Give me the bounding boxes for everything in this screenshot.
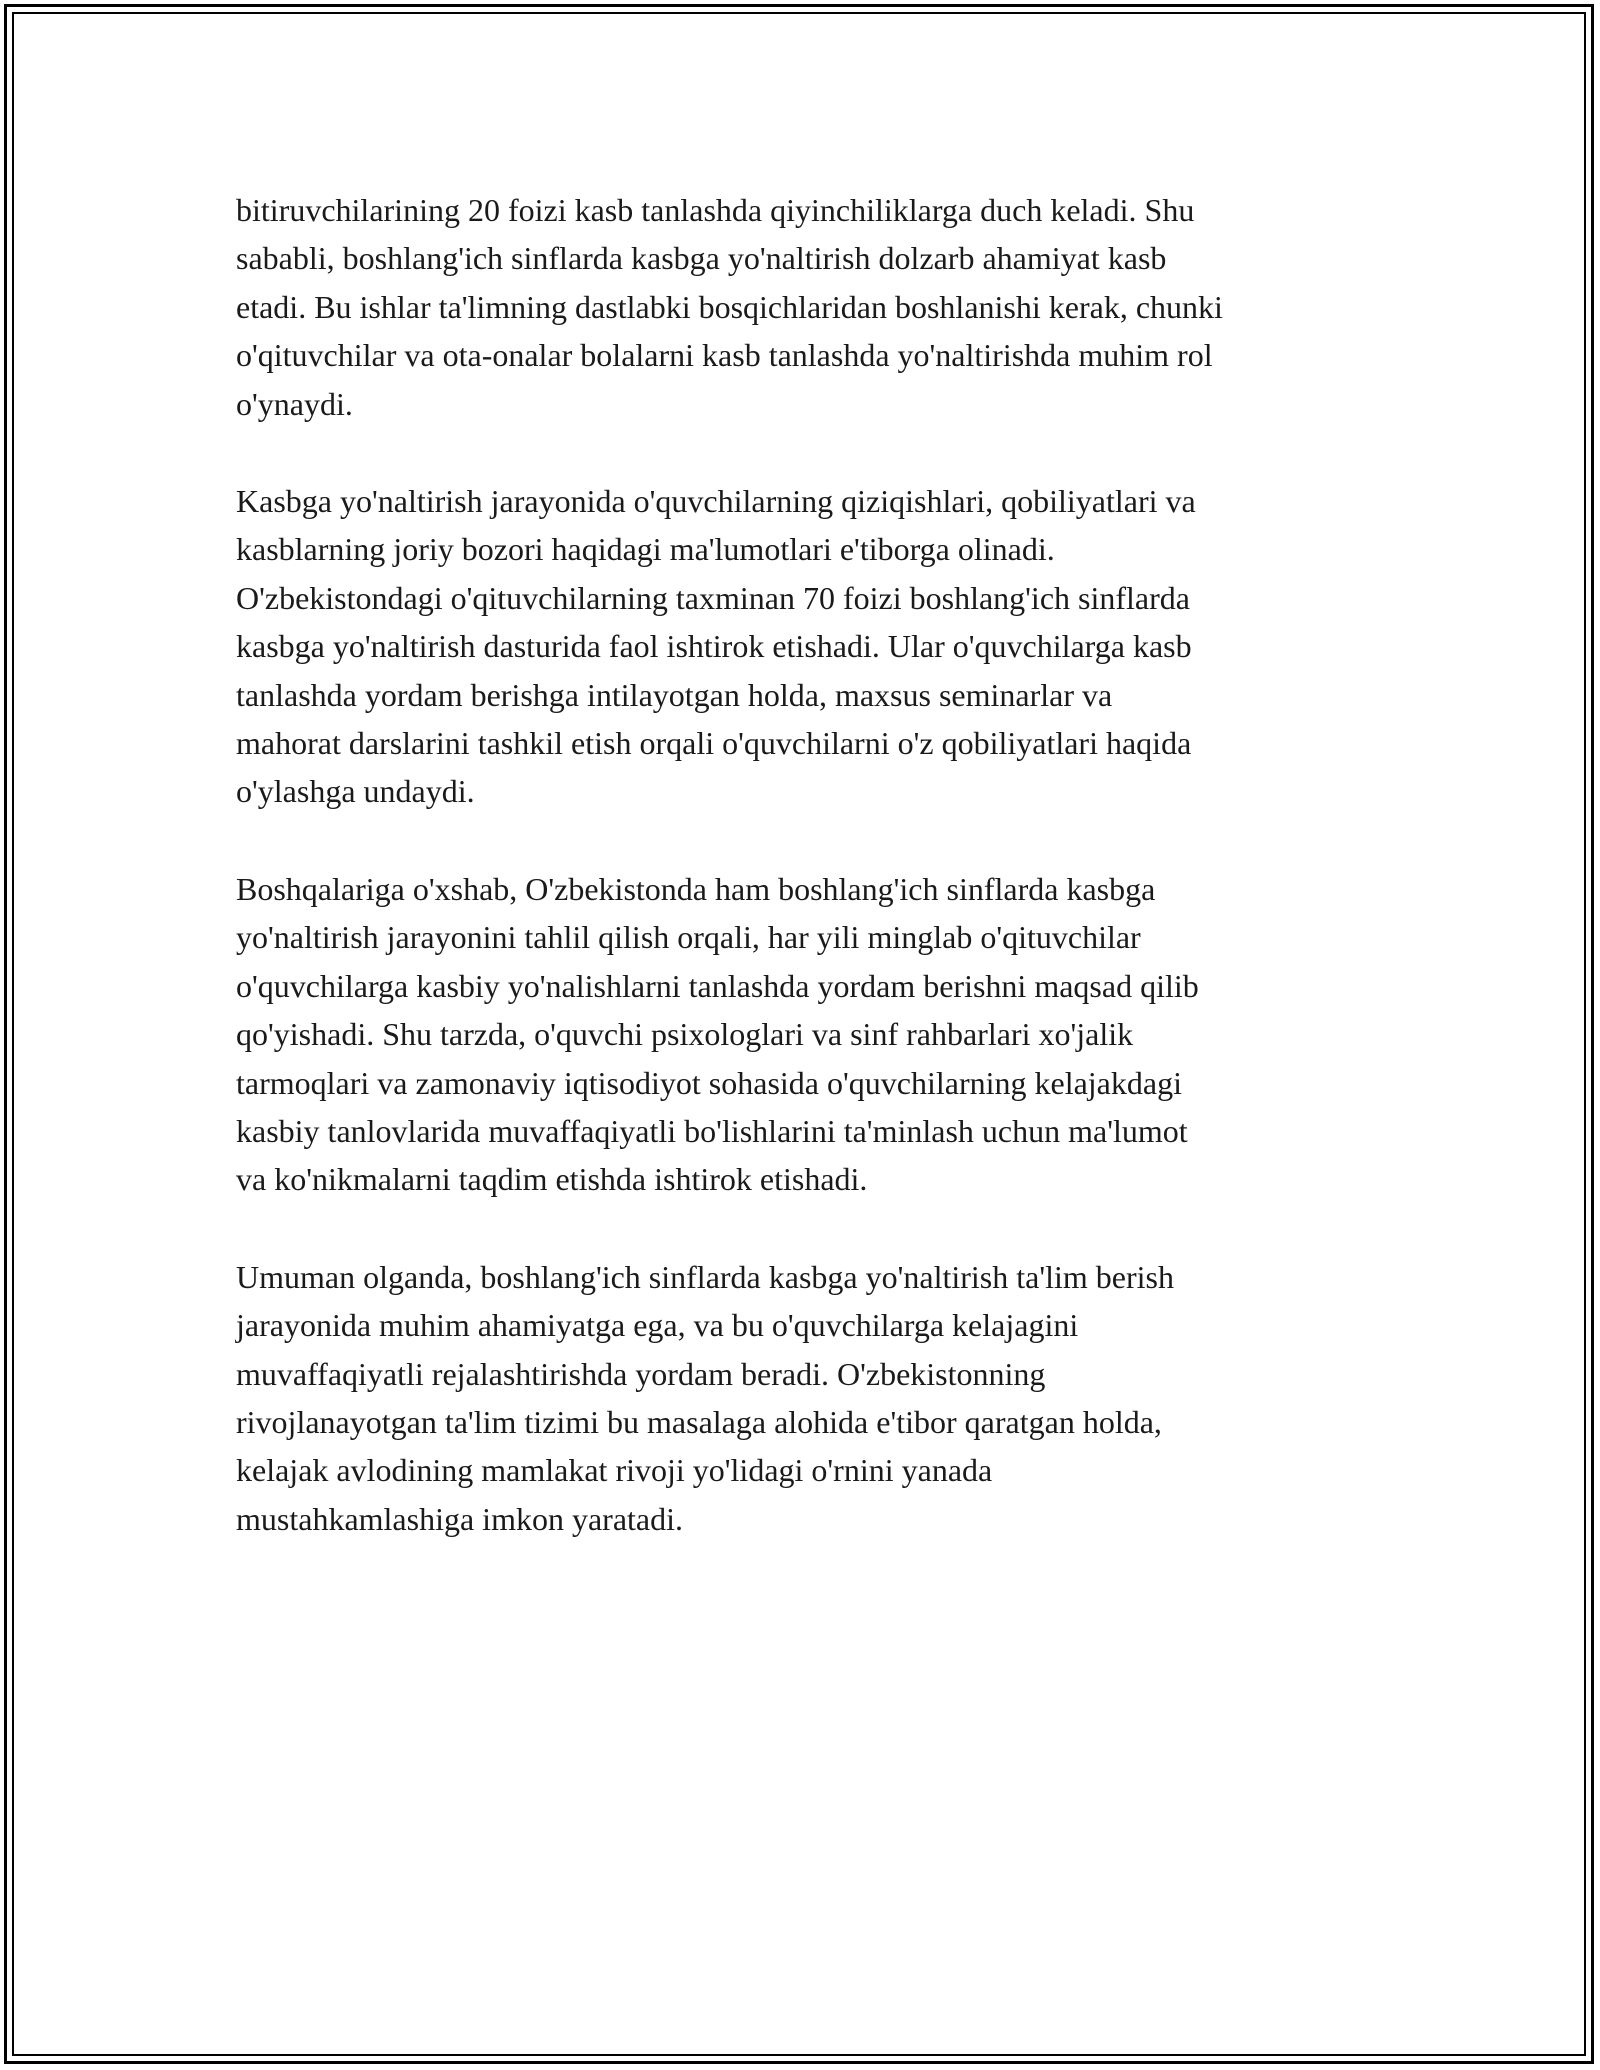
paragraph-1: bitiruvchilarining 20 foizi kasb tanlashda qiyinchiliklarga duch keladi. Shu sababli, boshlang'ich sinflarda kasbga yo'naltirish dolzarb ahamiyat kasb etadi. Bu ishlar ta'limning dastlabki bosqichlaridan boshlanishi kerak, chunki o'qituvchilar va ota-onalar bolalarni kasb tanlashda yo'naltirishda muhim rol o'ynaydi. [236, 192, 1223, 422]
paragraph-4: Umuman olganda, boshlang'ich sinflarda kasbga yo'naltirish ta'lim berish jarayonida muhim ahamiyatga ega, va bu o'quvchilarga kelajagini muvaffaqiyatli rejalashtirishda yordam beradi. O'zbekistonning rivojlanayotgan ta'lim tizimi bu masalaga alohida e'tibor qaratgan holda, kelajak avlodining mamlakat rivoji yo'lidagi o'rnini yanada mustahkamlashiga imkon yaratadi. [236, 1258, 1174, 1537]
paragraph-3: Boshqalariga o'xshab, O'zbekistonda ham boshlang'ich sinflarda kasbga yo'naltirish jarayonini tahlil qilish orqali, har yili minglab o'qituvchilar o'quvchilarga kasbiy yo'nalishlarni tanlashda yordam berishni maqsad qilib qo'yishadi. Shu tarzda, o'quvchi psixologlari va sinf rahbarlari xo'jalik tarmoqlari va zamonaviy iqtisodiyot sohasida o'quvchilarning kelajakdagi kasbiy tanlovlarida muvaffaqiyatli bo'lishlarini ta'minlash uchun ma'lumot va ko'nikmalarni taqdim etishda ishtirok etishadi. [236, 870, 1199, 1198]
paragraph-2: Kasbga yo'naltirish jarayonida o'quvchilarning qiziqishlari, qobiliyatlari va kasblarning joriy bozori haqidagi ma'lumotlari e'tiborga olinadi. O'zbekistondagi o'qituvchilarning taxminan 70 foizi boshlang'ich sinflarda kasbga yo'naltirish dasturida faol ishtirok etishadi. Ular o'quvchilarga kasb tanlashda yordam berishga intilayotgan holda, maxsus seminarlar va mahorat darslarini tashkil etish orqali o'quvchilarni o'z qobiliyatlari haqida o'ylashga undaydi. [236, 483, 1196, 810]
document-body [236, 186, 1396, 1592]
